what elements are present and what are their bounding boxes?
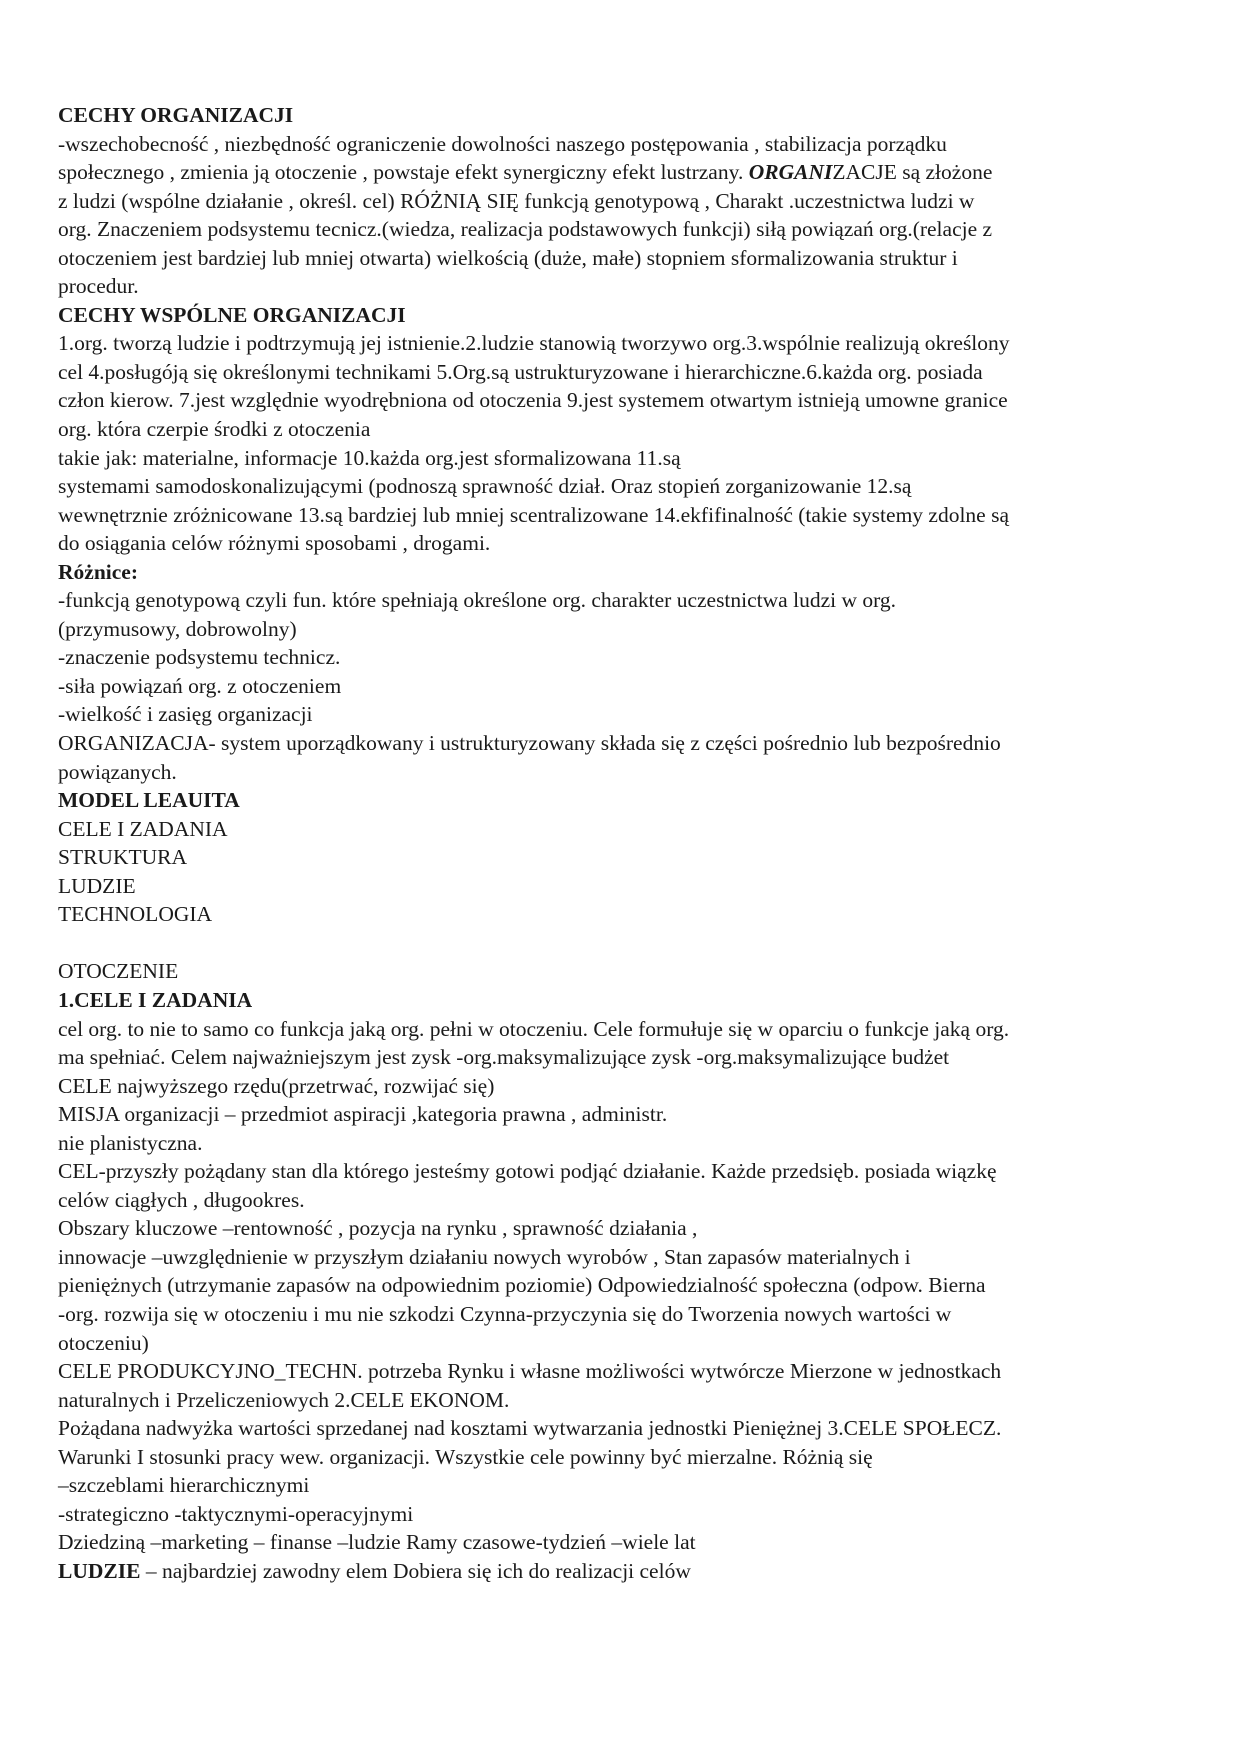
text-line: -funkcją genotypową czyli fun. które spełniają określone org. charakter uczestnictwa ludzi w org. — [58, 588, 897, 613]
text-line: MISJA organizacji – przedmiot aspiracji ,kategoria prawna , administr. — [58, 1102, 668, 1127]
text-line: -siła powiązań org. z otoczeniem — [58, 673, 342, 698]
text-line: CELE PRODUKCYJNO_TECHN. potrzeba Rynku i własne możliwości wytwórcze Mierzone w jednostkach — [58, 1359, 1002, 1384]
emphasis-ludzie: LUDZIE — [58, 1558, 141, 1583]
text-line: naturalnych i Przeliczeniowych 2.CELE EKONOM. — [58, 1387, 510, 1412]
model-item: TECHNOLOGIA — [58, 902, 213, 927]
text-line: z ludzi (wspólne działanie , określ. cel) RÓŻNIĄ SIĘ funkcją genotypową , Charakt .uczestnictwa ludzi w — [58, 188, 975, 213]
text-line: ma spełniać. Celem najważniejszym jest zysk -org.maksymalizujące zysk -org.maksymalizujące budżet — [58, 1045, 950, 1070]
text-line: otoczeniem jest bardziej lub mniej otwarta) wielkością (duże, małe) stopniem sformalizowania struktur i — [58, 245, 958, 270]
document-page — [58, 101, 1188, 1585]
heading-cechy-wspolne: CECHY WSPÓLNE ORGANIZACJI — [58, 302, 406, 327]
model-item: LUDZIE — [58, 873, 136, 898]
text-line: -wszechobecność , niezbędność ograniczenie dowolności naszego postępowania , stabilizacja porządku — [58, 131, 947, 156]
text-line: ORGANIZACJA- system uporządkowany i ustrukturyzowany składa się z części pośrednio lub bezpośrednio — [58, 731, 1001, 756]
text-line: -strategiczno -taktycznymi-operacyjnymi — [58, 1501, 414, 1526]
text-line: powiązanych. — [58, 759, 177, 784]
text-run: – najbardziej zawodny elem Dobiera się ich do realizacji celów — [140, 1558, 691, 1583]
model-item: CELE I ZADANIA — [58, 816, 228, 841]
heading-model-leauita: MODEL LEAUITA — [58, 788, 240, 813]
text-line: cel 4.posługóją się określonymi technikami 5.Org.są ustrukturyzowane i hierarchiczne.6.każda org. posiada — [58, 359, 983, 384]
text-line: -znaczenie podsystemu technicz. — [58, 645, 341, 670]
text-line: człon kierow. 7.jest względnie wyodrębniona od otoczenia 9.jest systemem otwartym istnieją umowne granice — [58, 388, 1008, 413]
heading-cele-i-zadania: 1.CELE I ZADANIA — [58, 987, 253, 1012]
text-line: wewnętrznie zróżnicowane 13.są bardziej lub mniej scentralizowane 14.ekfifinalność (takie systemy zdolne są — [58, 502, 1010, 527]
text-line: Pożądana nadwyżka wartości sprzedanej nad kosztami wytwarzania jednostki Pieniężnej 3.CELE SPOŁECZ. — [58, 1416, 1002, 1441]
text-line: takie jak: materialne, informacje 10.każda org.jest sformalizowana 11.są — [58, 445, 681, 470]
text-line: Dziedziną –marketing – finanse –ludzie Ramy czasowe-tydzień –wiele lat — [58, 1530, 696, 1555]
text-line: celów ciągłych , długookres. — [58, 1187, 305, 1212]
text-line: CELE najwyższego rzędu(przetrwać, rozwijać się) — [58, 1073, 495, 1098]
text-line: org. Znaczeniem podsystemu tecnicz.(wiedza, realizacja podstawowych funkcji) siłą powiązań org.(relacje z — [58, 217, 993, 242]
text-line: innowacje –uwzględnienie w przyszłym działaniu nowych wyrobów , Stan zapasów materialnych i — [58, 1244, 911, 1269]
heading-cechy-organizacji: CECHY ORGANIZACJI — [58, 103, 294, 127]
text-line: procedur. — [58, 274, 139, 299]
text-line: (przymusowy, dobrowolny) — [58, 616, 297, 641]
model-item: STRUKTURA — [58, 845, 188, 870]
text-run: ZACJE są złożone — [832, 160, 993, 185]
text-line: -wielkość i zasięg organizacji — [58, 702, 313, 727]
text-line: org. która czerpie środki z otoczenia — [58, 417, 371, 442]
text-line: CEL-przyszły pożądany stan dla którego jesteśmy gotowi podjąć działanie. Każde przedsięb. posiada wiązkę — [58, 1159, 997, 1184]
text-line: cel org. to nie to samo co funkcja jaką org. pełni w otoczeniu. Cele formułuje się w oparciu o funkcje jaką org. — [58, 1016, 1010, 1041]
text-run: społecznego , zmienia ją otoczenie , powstaje efekt synergiczny efekt lustrzany. — [58, 160, 749, 185]
text-line: systemami samodoskonalizującymi (podnoszą sprawność dział. Oraz stopień zorganizowanie 12.są — [58, 474, 912, 499]
blank-line — [58, 929, 1188, 958]
text-line: Warunki I stosunki pracy wew. organizacji. Wszystkie cele powinny być mierzalne. Różnią się — [58, 1444, 873, 1469]
text-line: pieniężnych (utrzymanie zapasów na odpowiednim poziomie) Odpowiedzialność społeczna (odpow. Bierna — [58, 1273, 986, 1298]
text-line: -org. rozwija się w otoczeniu i mu nie szkodzi Czynna-przyczynia się do Tworzenia nowych wartości w — [58, 1301, 952, 1326]
text-line — [58, 158, 1188, 187]
text-line: nie planistyczna. — [58, 1130, 203, 1155]
model-item: OTOCZENIE — [58, 959, 179, 984]
text-line: do osiągania celów różnymi sposobami , drogami. — [58, 531, 491, 556]
text-line: otoczeniu) — [58, 1330, 149, 1355]
text-line: –szczeblami hierarchicznymi — [58, 1473, 310, 1498]
emphasis-organi: ORGANI — [748, 160, 833, 185]
text-line: 1.org. tworzą ludzie i podtrzymują jej istnienie.2.ludzie stanowią tworzywo org.3.wspólnie realizują określony — [58, 331, 1010, 356]
text-line — [58, 1557, 1188, 1586]
text-line: Obszary kluczowe –rentowność , pozycja na rynku , sprawność działania , — [58, 1216, 698, 1241]
heading-roznice: Różnice: — [58, 559, 138, 584]
